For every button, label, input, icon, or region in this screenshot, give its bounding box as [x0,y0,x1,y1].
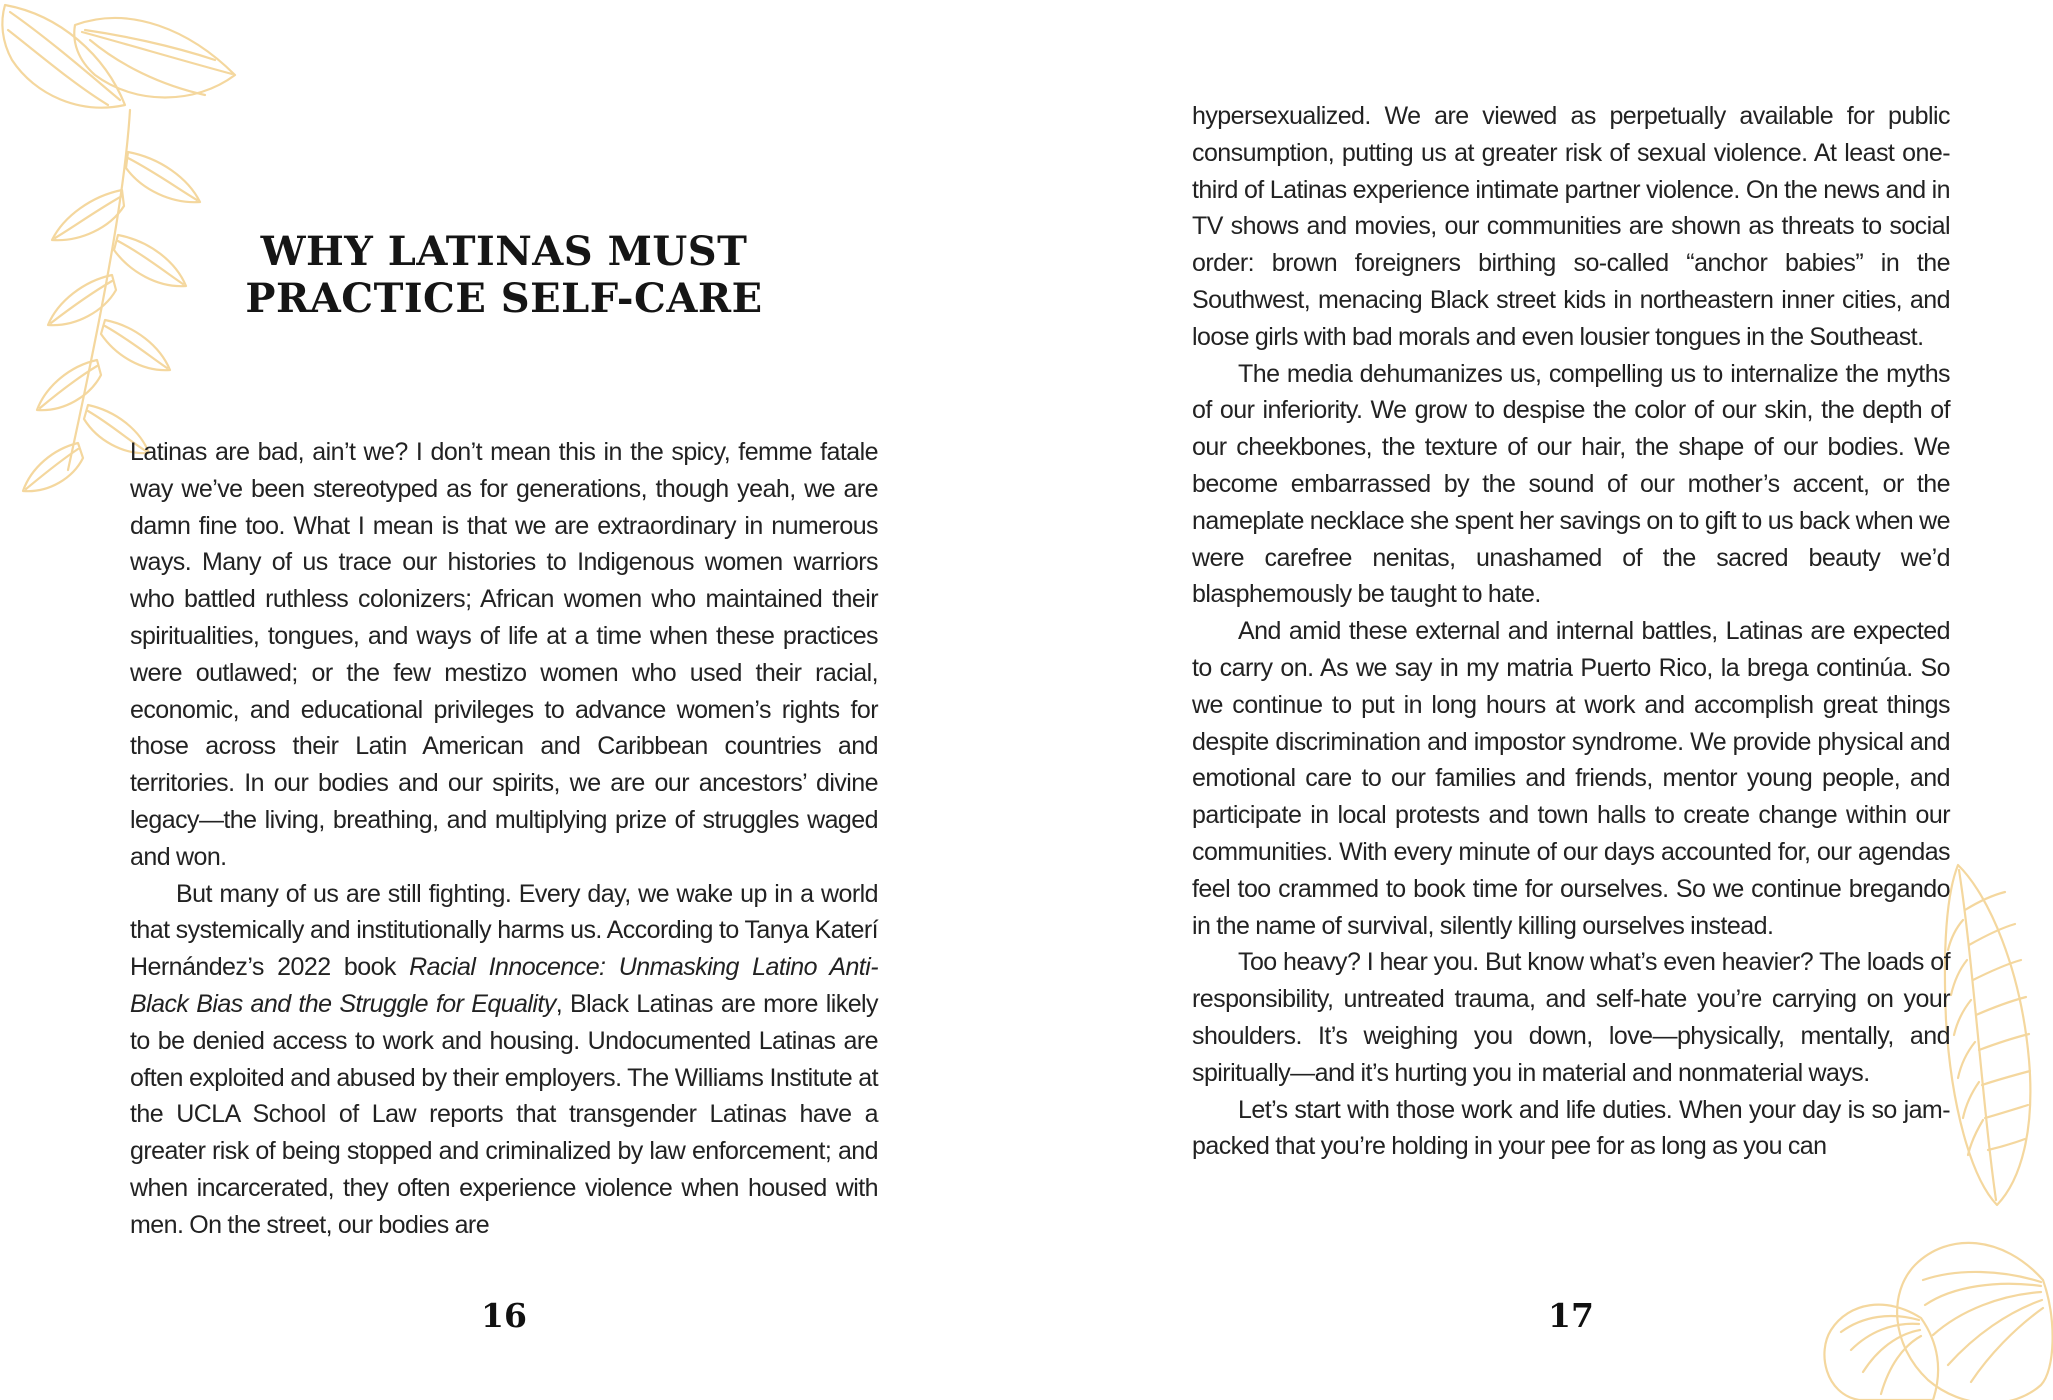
paragraph: The media dehumanizes us, compelling us to internalize the myths of our inferiority. We grow to despise the color of our skin, the depth of our cheekbones, the texture of our hair, the shape of our bodies. We become embarrassed by the sound of our mother’s accent, or the nameplate necklace she spent her savings on to gift to us back when we were carefree nenitas, unashamed of the sacred beauty we’d blasphemously be taught to hate. [1192,359,1950,609]
page-number-left: 16 [481,1296,527,1335]
chapter-title-line1: WHY LATINAS MUST [260,228,748,275]
paragraph: And amid these external and internal battles, Latinas are expected to carry on. As we say in my matria Puerto Rico, la brega continúa. So we continue to put in long hours at work and accomplish great things despite discrimination and impostor syndrome. We provide physical and emotional care to our families and friends, mentor young people, and participate in local protests and town halls to create change within our communities. With every minute of our days accounted for, our agendas feel too crammed to book time for ourselves. So we continue bregando in the name of survival, silently killing ourselves instead. [1192,617,1950,940]
chapter-title-line2: PRACTICE SELF-CARE [245,275,763,322]
right-page-body-text [1192,98,1950,1165]
left-page [130,0,878,1400]
paragraph: But many of us are still fighting. Every day, we wake up in a world that systemically and institutionally harms us. According to Tanya Katerí Hernández’s 2022 book Racial Innocence: Unmasking Latino Anti-Black Bias and the Struggle for Equality, Black Latinas are more likely to be denied access to work and housing. Undocumented Latinas are often exploited and abused by their employers. The Williams Institute at the UCLA School of Law reports that transgender Latinas have a greater risk of being stopped and criminalized by law enforcement; and when incarcerated, they often experience violence when housed with men. On the street, our bodies are [130,879,879,1239]
paragraph: hypersexualized. We are viewed as perpetually available for public consumption, putting us at greater risk of sexual violence. At least one-third of Latinas experience intimate partner violence. On the news and in TV shows and movies, our communities are shown as threats to social order: brown foreigners birthing so-called “anchor babies” in the Southwest, menacing Black street kids in northeastern inner cities, and loose girls with bad morals and even lousier tongues in the Southeast. [1192,102,1950,351]
chapter-title [130,228,878,322]
page-number-right: 17 [1548,1296,1594,1335]
left-page-body-text [130,434,878,1244]
paragraph: Latinas are bad, ain’t we? I don’t mean this in the spicy, femme fatale way we’ve been stereotyped as for generations, though yeah, we are damn fine too. What I mean is that we are extraordinary in numerous ways. Many of us trace our histories to Indigenous women warriors who battled ruthless colonizers; African women who maintained their spiritualities, tongues, and ways of life at a time when these practices were outlawed; or the few mestizo women who used their racial, economic, and educational privileges to advance women’s rights for those across their Latin American and Caribbean countries and territories. In our bodies and our spirits, we are our ancestors’ divine legacy—the living, breathing, and multiplying prize of struggles waged and won. [130,438,878,871]
right-page [1192,0,1950,1400]
paragraph: Let’s start with those work and life duties. When your day is so jam-packed that you’re holding in your pee for as long as you can [1192,1095,1950,1161]
paragraph: Too heavy? I hear you. But know what’s even heavier? The loads of responsibility, untreated trauma, and self-hate you’re carrying on your shoulders. It’s weighing you down, love—physically, mentally, and spiritually—and it’s hurting you in material and nonmaterial ways. [1192,948,1950,1087]
